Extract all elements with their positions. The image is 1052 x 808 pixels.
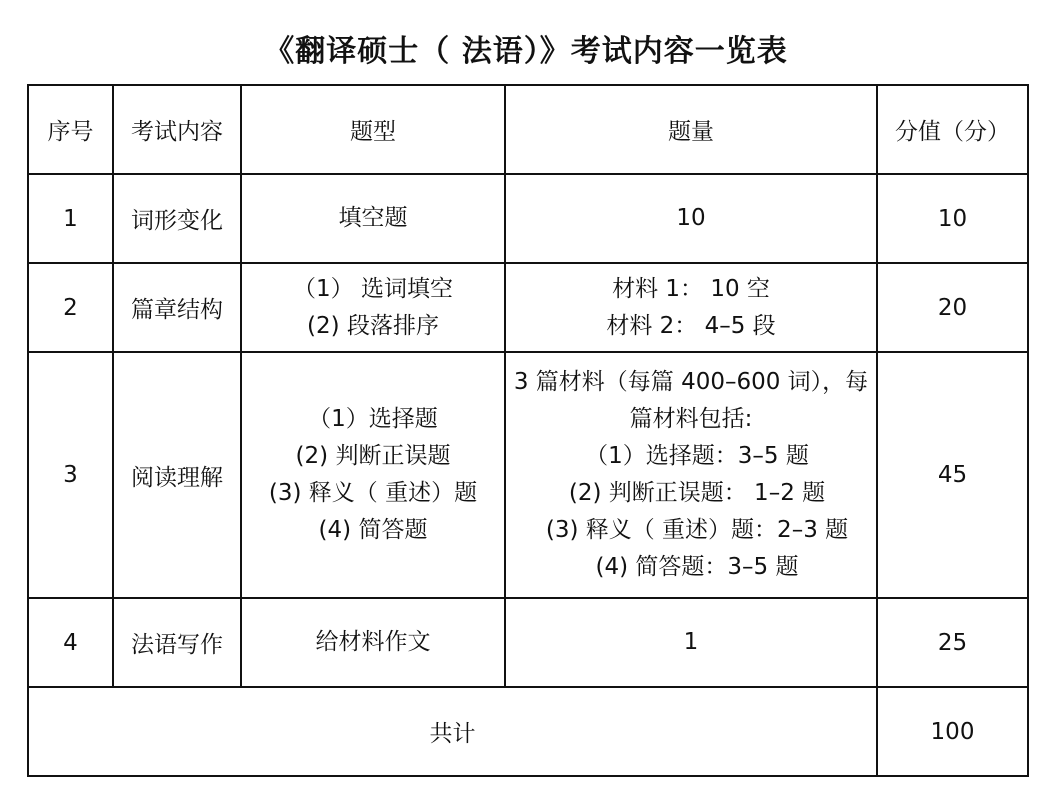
type-line: 填空题 — [338, 205, 408, 231]
table-row — [28, 174, 1028, 263]
type-line: （1）选择题 — [308, 406, 438, 432]
header-cell-score: 分值（分） — [877, 85, 1028, 174]
amount-line: （1）选择题：3–5 题 — [585, 443, 809, 469]
row-amount — [505, 263, 877, 352]
exam-content-table — [27, 84, 1029, 777]
row-content: 词形变化 — [113, 174, 241, 263]
type-line: （1） 选词填空 — [293, 275, 453, 302]
amount-line: 10 — [676, 205, 706, 231]
amount-line: (4) 简答题：3–5 题 — [595, 554, 799, 580]
row-score: 20 — [877, 263, 1028, 352]
row-number: 3 — [28, 352, 113, 598]
row-number: 1 — [28, 174, 113, 263]
amount-line: 材料 2： 4–5 段 — [606, 312, 776, 339]
total-row — [28, 687, 1028, 776]
total-label: 共计 — [28, 687, 877, 776]
row-amount — [505, 598, 877, 687]
row-number: 2 — [28, 263, 113, 352]
header-cell-content: 考试内容 — [113, 85, 241, 174]
amount-intro: 3 篇材料（每篇 400–600 词），每篇材料包括: — [513, 369, 869, 432]
row-amount — [505, 174, 877, 263]
row-content: 阅读理解 — [113, 352, 241, 598]
type-line: (2) 判断正误题 — [295, 443, 451, 469]
row-score: 25 — [877, 598, 1028, 687]
total-score: 100 — [877, 687, 1028, 776]
table-row — [28, 598, 1028, 687]
header-cell-amount: 题量 — [505, 85, 877, 174]
amount-line: (3) 释义（ 重述）题：2–3 题 — [545, 517, 849, 543]
row-type — [241, 352, 505, 598]
row-type — [241, 174, 505, 263]
page-title: 《翻译硕士（ 法语）》考试内容一览表 — [264, 34, 788, 69]
type-line: 给材料作文 — [315, 629, 431, 655]
row-number: 4 — [28, 598, 113, 687]
row-type — [241, 598, 505, 687]
row-content: 篇章结构 — [113, 263, 241, 352]
header-cell-type: 题型 — [241, 85, 505, 174]
type-line: (2) 段落排序 — [307, 312, 439, 339]
header-cell-number: 序号 — [28, 85, 113, 174]
amount-line: 材料 1： 10 空 — [612, 275, 770, 302]
type-line: (3) 释义（ 重述）题 — [268, 480, 478, 506]
row-amount — [505, 352, 877, 598]
row-type — [241, 263, 505, 352]
table-row — [28, 263, 1028, 352]
amount-line: (2) 判断正误题： 1–2 题 — [568, 480, 826, 506]
row-score: 45 — [877, 352, 1028, 598]
row-content: 法语写作 — [113, 598, 241, 687]
row-score: 10 — [877, 174, 1028, 263]
amount-line: 1 — [683, 629, 699, 655]
table-header-row — [28, 85, 1028, 174]
table-row — [28, 352, 1028, 598]
type-line: (4) 简答题 — [318, 517, 428, 543]
